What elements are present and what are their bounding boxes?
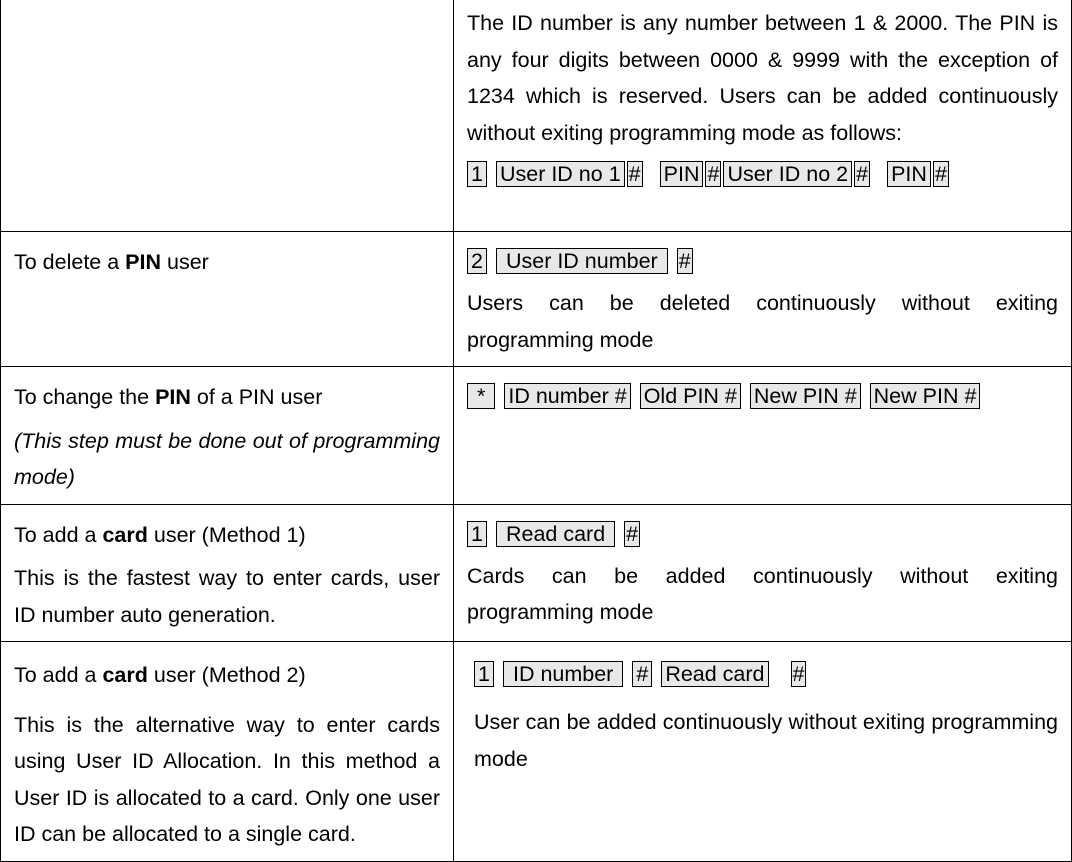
table-row: [1, 504, 1072, 642]
add-card-1-description: This is the fastest way to enter cards, user ID number auto generation.: [14, 566, 440, 627]
key-id-number-hash: ID number #: [504, 383, 630, 409]
key-hash: #: [628, 162, 641, 186]
key-hash: #: [707, 162, 720, 186]
key-read-card: Read card: [661, 661, 768, 687]
table-row: [1, 0, 1072, 232]
key-pin: PIN: [660, 161, 704, 187]
key-2: 2: [467, 248, 487, 274]
key-user-id-number: User ID number: [496, 248, 668, 274]
key-new-pin-hash-confirm: New PIN #: [870, 383, 981, 409]
left-cell-change-pin: [1, 367, 454, 505]
key-hash: #: [626, 521, 639, 546]
right-cell-delete-pin: [454, 232, 1072, 367]
right-cell-change-pin: [454, 367, 1072, 505]
right-cell-add-pin: [454, 0, 1072, 232]
right-cell-add-card-2: [454, 642, 1072, 862]
add-pin-key-sequence: [467, 157, 1058, 191]
key-1: 1: [467, 161, 487, 187]
table-row: [1, 367, 1072, 505]
add-card-1-key-sequence: [467, 517, 1058, 551]
right-cell-add-card-1: [454, 504, 1072, 642]
key-new-pin-hash: New PIN #: [750, 383, 861, 409]
delete-pin-key-sequence: [467, 244, 1058, 278]
key-hash: #: [856, 162, 869, 186]
left-cell-add-card-1: [1, 504, 454, 642]
change-pin-label: To change the PIN of a PIN user: [14, 385, 323, 409]
key-hash: #: [792, 662, 805, 686]
left-cell-delete-pin: [1, 232, 454, 367]
key-user-id-2: User ID no 2: [723, 161, 852, 187]
left-cell-empty: [1, 0, 454, 232]
key-hash: #: [934, 162, 947, 186]
add-pin-description: The ID number is any number between 1 & 2000. The PIN is any four digits between 0000 & 9999 with the exception of 1234 which is reserved. Users can be added continuously without exiting programming mode as follows:: [467, 11, 1058, 145]
table-row: [1, 232, 1072, 367]
key-old-pin-hash: Old PIN #: [640, 383, 741, 409]
key-hash: #: [678, 249, 691, 273]
add-card-2-label: To add a card user (Method 2): [14, 663, 306, 687]
add-card-2-result: User can be added continuously without exiting programming mode: [474, 710, 1058, 771]
table-row: [1, 642, 1072, 862]
add-card-2-key-sequence: [474, 657, 1058, 691]
key-1: 1: [467, 521, 487, 547]
add-card-1-result: Cards can be added continuously without exiting programming mode: [467, 563, 1058, 624]
add-card-1-label: To add a card user (Method 1): [14, 522, 306, 547]
key-1: 1: [474, 661, 494, 687]
change-pin-key-sequence: [467, 379, 1058, 413]
key-id-number: ID number: [503, 661, 623, 687]
key-pin: PIN: [887, 161, 931, 187]
key-user-id-1: User ID no 1: [496, 161, 625, 187]
key-read-card: Read card: [496, 521, 615, 547]
delete-pin-description: Users can be deleted continuously without exiting programming mode: [467, 291, 1058, 352]
key-star: *: [467, 383, 495, 409]
left-cell-add-card-2: [1, 642, 454, 862]
key-hash: #: [632, 661, 652, 687]
add-card-2-description: This is the alternative way to enter cards using User ID Allocation. In this method a User ID is allocated to a card. Only one user ID can be allocated to a single card.: [14, 712, 440, 846]
change-pin-note: (This step must be done out of programming mode): [14, 428, 440, 489]
delete-pin-label: To delete a PIN user: [14, 250, 209, 274]
